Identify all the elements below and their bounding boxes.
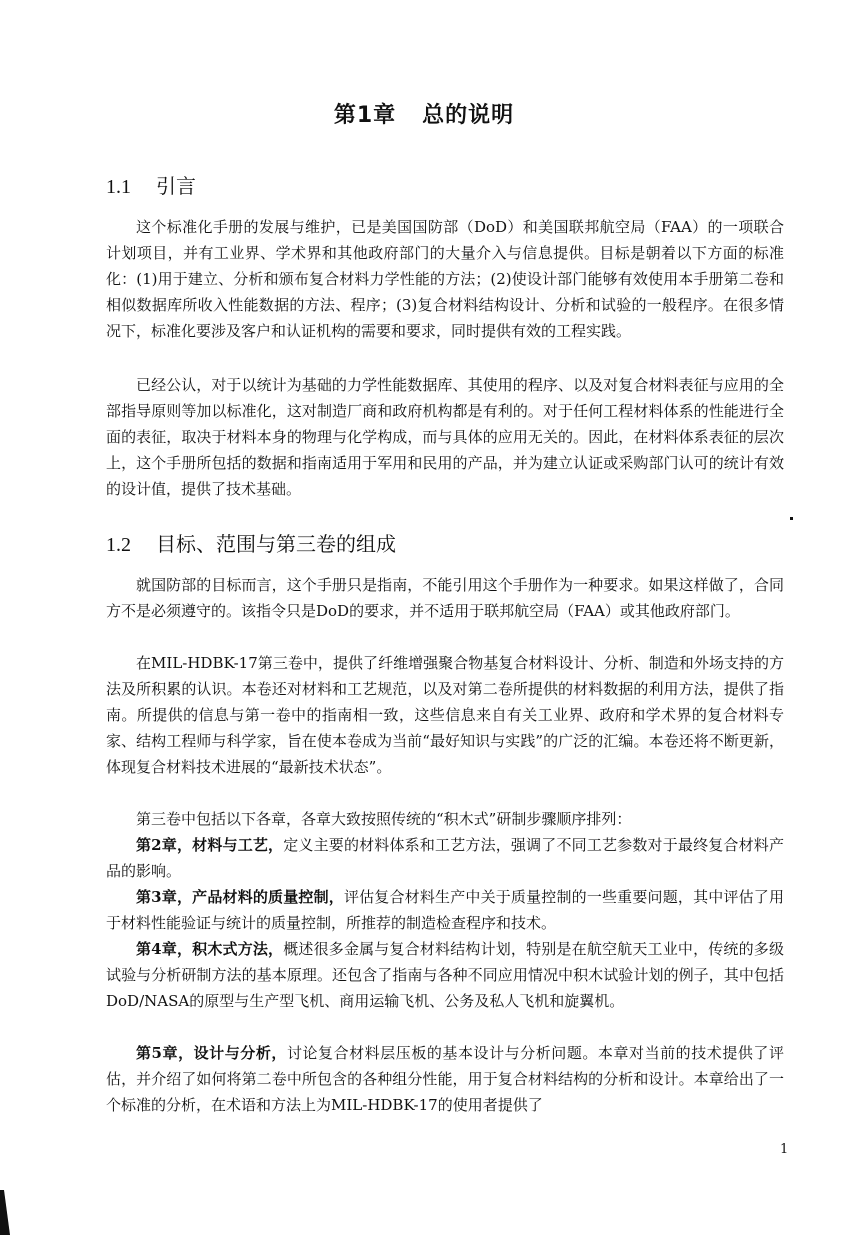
paragraph-introduction-2: 已经公认，对于以统计为基础的力学性能数据库、其使用的程序、以及对复合材料表征与应用的全部指导原则等加以标准化，这对制造厂商和政府机构都是有利的。对于任何工程材料体系的性能进行全面的表征，取决于材料本身的物理与化学构成，而与具体的应用无关的。因此，在材料体系表征的层次上，这个手册所包括的数据和指南适用于军用和民用的产品，并为建立认证或采购部门认可的统计有效的设计值，提供了技术基础。 xyxy=(106,376,784,498)
scan-edge-mark xyxy=(0,1190,10,1235)
page-number: 1 xyxy=(780,1142,789,1157)
chapter-summary-label: 第5章，设计与分析， xyxy=(136,1044,287,1062)
stray-mark xyxy=(790,517,793,520)
chapter-summary-label: 第4章，积木式方法， xyxy=(136,940,284,958)
chapter-title xyxy=(0,98,848,129)
section-number: 1.2 xyxy=(106,534,131,556)
chapter-summary-5 xyxy=(106,1040,784,1118)
chapter-summary-3 xyxy=(106,884,784,936)
chapter-summary-text: 评估复合材料生产中关于质量控制的一些重要问题，其中评估了用于材料性能验证与统计的质量控制，所推荐的制造检查程序和技术。 xyxy=(106,888,784,932)
paragraph-scope-3: 第三卷中包括以下各章，各章大致按照传统的“积木式”研制步骤顺序排列： xyxy=(136,810,632,828)
paragraph-scope-2: 在MIL-HDBK-17第三卷中，提供了纤维增强聚合物基复合材料设计、分析、制造和外场支持的方法及所积累的认识。本卷还对材料和工艺规范，以及对第二卷所提供的材料数据的利用方法，提供了指南。所提供的信息与第一卷中的指南相一致，这些信息来自有关工业界、政府和学术界的复合材料专家、结构工程师与科学家，旨在使本卷成为当前“最好知识与实践”的广泛的汇编。本卷还将不断更新，体现复合材料技术进展的“最新技术状态”。 xyxy=(106,654,784,776)
paragraph-introduction-1: 这个标准化手册的发展与维护，已是美国国防部（DoD）和美国联邦航空局（FAA）的一项联合计划项目，并有工业界、学术界和其他政府部门的大量介入与信息提供。目标是朝着以下方面的标准化：(1)用于建立、分析和颁布复合材料力学性能的方法；(2)使设计部门能够有效使用本手册第二卷和相似数据库所收入性能数据的方法、程序；(3)复合材料结构设计、分析和试验的一般程序。在很多情况下，标准化要涉及客户和认证机构的需要和要求，同时提供有效的工程实践。 xyxy=(106,218,784,340)
chapter-name: 总的说明 xyxy=(422,103,515,128)
section-heading-1-2 xyxy=(106,528,396,557)
chapter-summary-text: 概述很多金属与复合材料结构计划，特别是在航空航天工业中，传统的多级试验与分析研制方法的基本原理。还包含了指南与各种不同应用情况中积木试验计划的例子，其中包括DoD/NASA的原型与生产型飞机、商用运输飞机、公务及私人飞机和旋翼机。 xyxy=(106,940,784,1010)
chapter-summary-label: 第3章，产品材料的质量控制， xyxy=(136,888,344,906)
section-number: 1.1 xyxy=(106,176,131,198)
chapter-number: 第1章 xyxy=(333,103,397,128)
section-heading-1-1 xyxy=(106,170,196,199)
chapter-summary-label: 第2章，材料与工艺， xyxy=(136,836,284,854)
chapter-summary-text: 讨论复合材料层压板的基本设计与分析问题。本章对当前的技术提供了评估，并介绍了如何将第二卷中所包含的各种组分性能，用于复合材料结构的分析和设计。本章给出了一个标准的分析，在术语和方法上为MIL-HDBK-17的使用者提供了 xyxy=(106,1044,784,1114)
section-title: 引言 xyxy=(156,174,196,198)
chapter-summary-4 xyxy=(106,936,784,1014)
paragraph-scope-1: 就国防部的目标而言，这个手册只是指南，不能引用这个手册作为一种要求。如果这样做了，合同方不是必须遵守的。该指令只是DoD的要求，并不适用于联邦航空局（FAA）或其他政府部门。 xyxy=(106,576,784,620)
section-title: 目标、范围与第三卷的组成 xyxy=(156,532,396,556)
chapter-summary-text: 定义主要的材料体系和工艺方法，强调了不同工艺参数对于最终复合材料产品的影响。 xyxy=(106,836,784,880)
chapter-summary-2 xyxy=(106,832,784,884)
